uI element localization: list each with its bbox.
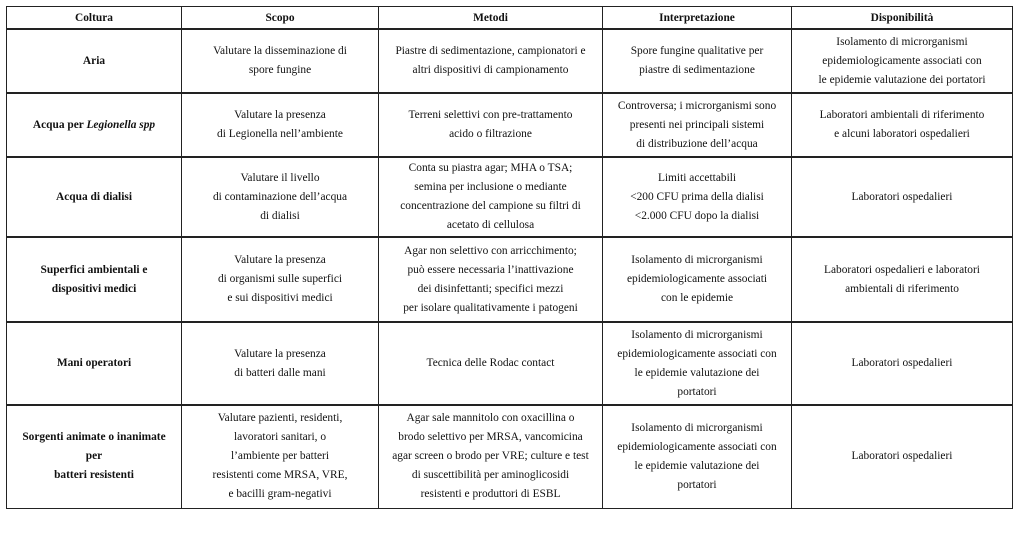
cell-metodi: Agar non selettivo con arricchimento; può essere necessaria l’inattivazione dei disinfettanti; specifici mezzi per isolare qualitativamente i patogeni: [379, 237, 603, 322]
cell-interpretazione: Spore fungine qualitative per piastre di sedimentazione: [603, 29, 792, 93]
culture-table: [6, 6, 1013, 509]
cell-disponibilita: Laboratori ospedalieri: [792, 405, 1013, 508]
cell-interpretazione: Controversa; i microrganismi sono presenti nei principali sistemi di distribuzione dell’acqua: [603, 93, 792, 157]
cell-scopo: Valutare pazienti, residenti, lavoratori sanitari, o l’ambiente per batteri resistenti come MRSA, VRE, e bacilli gram-negativi: [182, 405, 379, 508]
cell-interpretazione: Isolamento di microrganismi epidemiologicamente associati con le epidemie valutazione dei portatori: [603, 322, 792, 405]
cell-scopo: Valutare il livello di contaminazione dell’acqua di dialisi: [182, 157, 379, 237]
table-row: [7, 237, 1013, 322]
table-header-row: [7, 7, 1013, 30]
cell-coltura: Acqua per Legionella spp: [7, 93, 182, 157]
table-row: [7, 29, 1013, 93]
table-row: [7, 93, 1013, 157]
cell-coltura: Acqua di dialisi: [7, 157, 182, 237]
cell-metodi: Conta su piastra agar; MHA o TSA; semina per inclusione o mediante concentrazione del campione su filtri di acetato di cellulosa: [379, 157, 603, 237]
cell-coltura: Superfici ambientali e dispositivi medici: [7, 237, 182, 322]
cell-disponibilita: Laboratori ambientali di riferimento e alcuni laboratori ospedalieri: [792, 93, 1013, 157]
table-row: [7, 157, 1013, 237]
cell-scopo: Valutare la presenza di batteri dalle mani: [182, 322, 379, 405]
cell-scopo: Valutare la disseminazione di spore fungine: [182, 29, 379, 93]
cell-interpretazione: Isolamento di microrganismi epidemiologicamente associati con le epidemie: [603, 237, 792, 322]
header-metodi: Metodi: [379, 7, 603, 30]
cell-coltura: Aria: [7, 29, 182, 93]
culture-table-container: [6, 6, 1012, 509]
cell-interpretazione: Limiti accettabili <200 CFU prima della dialisi <2.000 CFU dopo la dialisi: [603, 157, 792, 237]
header-scopo: Scopo: [182, 7, 379, 30]
cell-interpretazione: Isolamento di microrganismi epidemiologicamente associati con le epidemie valutazione dei portatori: [603, 405, 792, 508]
table-row: [7, 405, 1013, 508]
cell-metodi: Terreni selettivi con pre-trattamento acido o filtrazione: [379, 93, 603, 157]
cell-metodi: Tecnica delle Rodac contact: [379, 322, 603, 405]
header-disponibilita: Disponibilità: [792, 7, 1013, 30]
cell-disponibilita: Isolamento di microrganismi epidemiologicamente associati con le epidemie valutazione dei portatori: [792, 29, 1013, 93]
cell-disponibilita: Laboratori ospedalieri e laboratori ambientali di riferimento: [792, 237, 1013, 322]
cell-coltura: Mani operatori: [7, 322, 182, 405]
cell-metodi: Agar sale mannitolo con oxacillina o brodo selettivo per MRSA, vancomicina agar screen o brodo per VRE; culture e test di suscettibilità per aminoglicosidi resistenti e produttori di ESBL: [379, 405, 603, 508]
cell-disponibilita: Laboratori ospedalieri: [792, 157, 1013, 237]
header-interpretazione: Interpretazione: [603, 7, 792, 30]
cell-scopo: Valutare la presenza di organismi sulle superfici e sui dispositivi medici: [182, 237, 379, 322]
header-coltura: Coltura: [7, 7, 182, 30]
cell-scopo: Valutare la presenza di Legionella nell’ambiente: [182, 93, 379, 157]
cell-disponibilita: Laboratori ospedalieri: [792, 322, 1013, 405]
cell-coltura: Sorgenti animate o inanimate per batteri resistenti: [7, 405, 182, 508]
cell-metodi: Piastre di sedimentazione, campionatori e altri dispositivi di campionamento: [379, 29, 603, 93]
table-row: [7, 322, 1013, 405]
